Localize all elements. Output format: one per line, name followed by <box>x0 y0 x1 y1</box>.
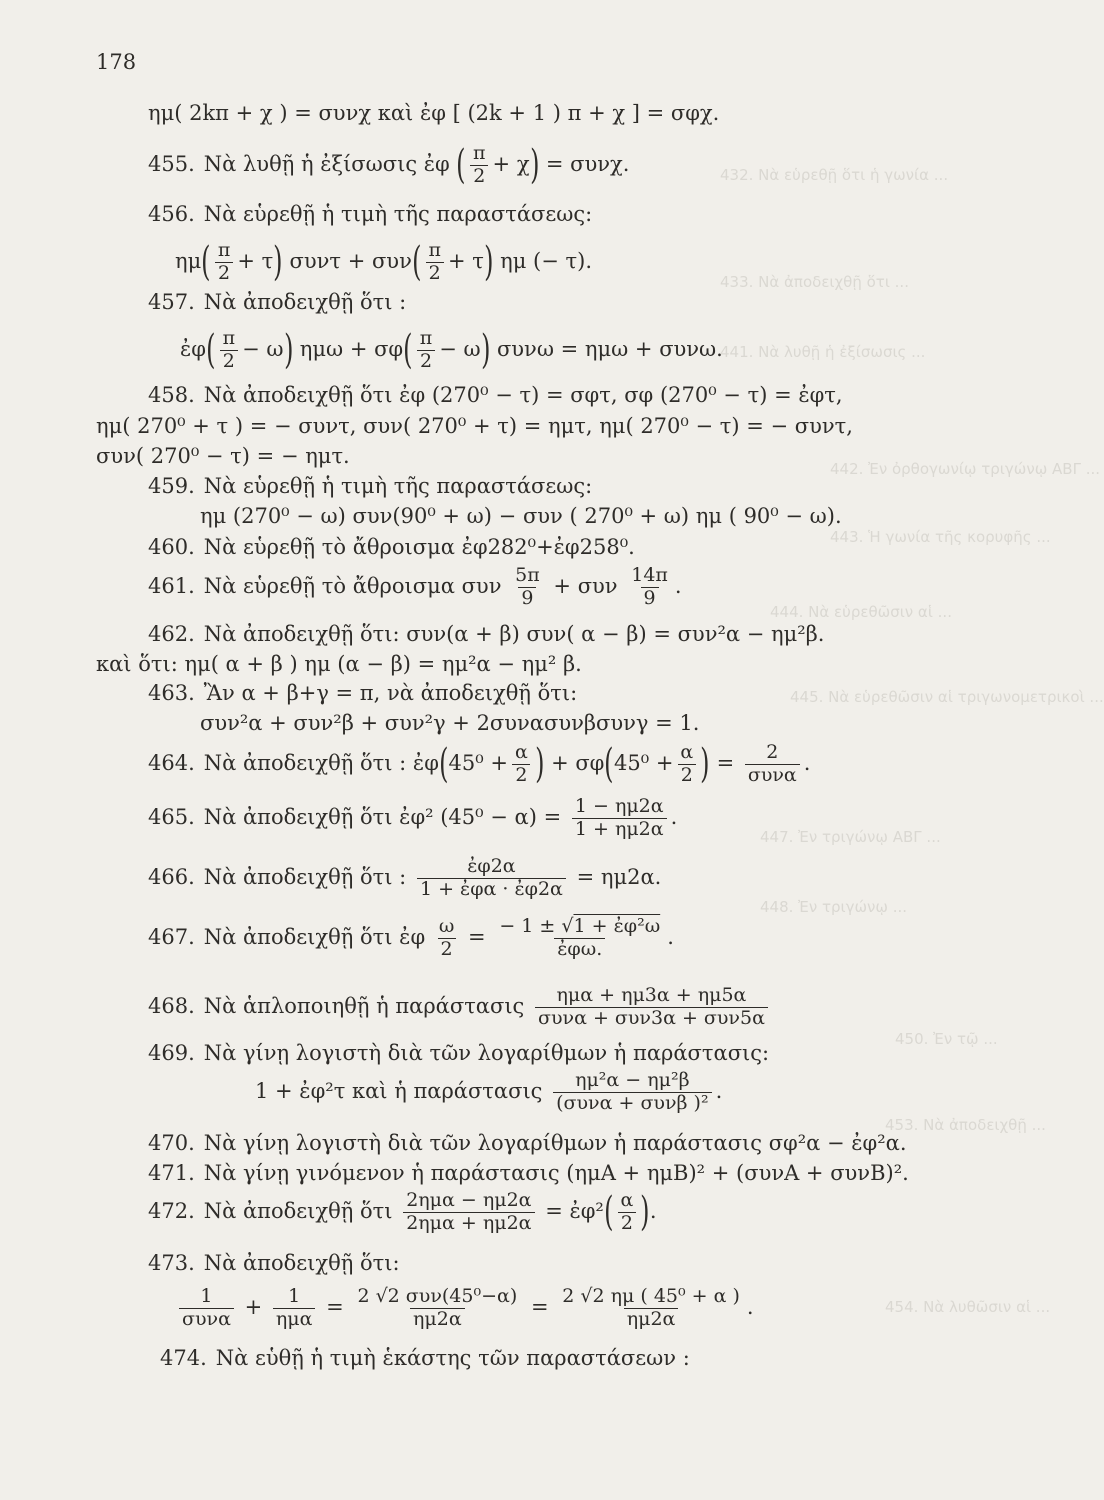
page-number: 178 <box>96 50 137 74</box>
problem-number: 458. <box>148 383 195 407</box>
math-text: = <box>716 750 735 775</box>
problem-text: Νὰ ἀποδειχθῇ ὅτι ἐφ <box>203 924 426 949</box>
math-text: = <box>468 924 486 949</box>
denominator: 2 <box>618 1212 636 1235</box>
problem-455 <box>148 143 629 188</box>
numerator: π <box>222 327 236 349</box>
fraction <box>553 1070 711 1115</box>
paren: ) <box>700 741 710 788</box>
denominator: συνα <box>745 764 800 787</box>
problem-number: 463. <box>148 681 195 705</box>
problem-text: Νὰ γίνῃ γινόμενον ἡ παράστασις (ημΑ + ημΒ)² + (συνΑ + συνΒ)². <box>203 1161 909 1185</box>
problem-text: Νὰ ἁπλοποιηθῇ ἡ παράστασις <box>203 993 525 1018</box>
fraction <box>535 985 768 1030</box>
denominator: συνα + συν3α + συν5α <box>535 1007 768 1030</box>
paren: ( <box>403 327 413 374</box>
math-text: . <box>670 804 678 829</box>
problem-number: 460. <box>148 535 195 559</box>
numerator: 2 √2 ημ ( 45⁰ + α ) <box>562 1285 740 1307</box>
paren: ) <box>483 239 494 286</box>
denominator: 9 <box>641 587 659 610</box>
numerator: 5π <box>515 564 540 586</box>
problem-459 <box>148 476 592 497</box>
math-text: = ἐφ² <box>545 1198 604 1223</box>
problem-457 <box>148 292 406 313</box>
paren: ) <box>529 142 540 189</box>
bleed-through-text: 447. Ἐν τριγώνῳ ΑΒΓ ... <box>760 828 941 846</box>
denominator: ημα <box>273 1308 316 1331</box>
problem-number: 464. <box>148 750 195 775</box>
numerator: 1 <box>200 1285 213 1307</box>
math-text: . <box>674 573 682 598</box>
denominator: ημ2α <box>410 1308 465 1331</box>
math-text: − ω <box>242 336 284 361</box>
problem-text: Νὰ εὑρεθῇ τὸ ἄθροισμα ἐφ282⁰+ἐφ258⁰. <box>203 535 635 559</box>
fraction <box>220 328 239 373</box>
paren: ( <box>456 142 466 189</box>
denominator: 2ημα + ημ2α <box>403 1212 534 1235</box>
denominator: 2 <box>512 764 530 787</box>
fraction <box>417 856 566 901</box>
problem-471 <box>148 1163 909 1184</box>
problem-text: Νὰ ἀποδειχθῇ ὅτι ἐφ (270⁰ − τ) = σφτ, σφ (270⁰ − τ) = ἐφτ, <box>203 383 843 407</box>
problem-number: 467. <box>148 924 195 949</box>
problem-text: Νὰ ἀποδειχθῇ ὅτι: <box>203 1251 400 1275</box>
problem-462 <box>148 624 824 645</box>
math-text: − 1 ± √ <box>499 915 574 937</box>
problem-456 <box>148 204 592 225</box>
problem-474 <box>160 1348 690 1369</box>
problem-text: Νὰ εὑρεθῇ ἡ τιμὴ τῆς παραστάσεως: <box>203 202 593 226</box>
problem-text: Νὰ εὑρεθῇ ἡ τιμὴ τῆς παραστάσεως: <box>203 474 593 498</box>
fraction <box>470 143 489 188</box>
math-text: = ημ2α. <box>576 864 662 889</box>
fraction <box>425 240 444 285</box>
math-text: συντ + συν <box>289 248 412 273</box>
problem-number: 471. <box>148 1161 195 1185</box>
problem-470 <box>148 1133 907 1154</box>
paren: ( <box>411 239 422 286</box>
problem-463 <box>148 683 577 704</box>
fraction <box>572 796 667 841</box>
problem-number: 466. <box>148 864 195 889</box>
problem-number: 456. <box>148 202 195 226</box>
equation-459 <box>200 506 842 527</box>
fraction <box>436 916 458 961</box>
problem-text: Ἂν α + β+γ = π, νὰ ἀποδειχθῇ ὅτι: <box>203 681 578 705</box>
numerator: α <box>680 741 694 763</box>
problem-text: Νὰ ἀποδειχθῇ ὅτι ἐφ² (45⁰ − α) = <box>203 804 562 829</box>
math-line <box>96 446 350 467</box>
fraction <box>745 742 800 787</box>
problem-text: Νὰ εὑθῇ ἡ τιμὴ ἑκάστης τῶν παραστάσεων : <box>215 1346 690 1370</box>
denominator: 2 <box>220 350 238 373</box>
bleed-through-text: 454. Νὰ λυθῶσιν αἱ ... <box>885 1298 1051 1316</box>
bleed-through-text: 443. Ἡ γωνία τῆς κορυφῆς ... <box>830 528 1051 546</box>
denominator: 2 <box>417 350 435 373</box>
denominator: 2 <box>678 764 696 787</box>
problem-468 <box>148 985 772 1030</box>
problem-473 <box>148 1253 400 1274</box>
math-text: + συν <box>553 573 618 598</box>
problem-text: Νὰ ἀποδειχθῇ ὅτι : ἐφ <box>203 750 439 775</box>
paren: ( <box>201 239 211 286</box>
numerator: ω <box>438 915 455 937</box>
problem-number: 455. <box>148 151 195 176</box>
math-text: συνω = ημω + συνω. <box>496 336 723 361</box>
problem-text: Νὰ λυθῇ ἡ ἐξίσωσις ἐφ <box>203 151 450 176</box>
math-text: 1 + ἐφ²τ καὶ ἡ παράστασις <box>255 1078 543 1103</box>
math-text: + τ <box>447 248 484 273</box>
math-text: . <box>649 1198 657 1223</box>
problem-465 <box>148 796 677 841</box>
denominator: συνα <box>179 1308 234 1331</box>
numerator: 1 − ημ2α <box>574 795 664 817</box>
problem-number: 457. <box>148 290 195 314</box>
bleed-through-text: 442. Ἐν ὀρθογωνίῳ τριγώνῳ ΑΒΓ ... <box>830 460 1101 478</box>
problem-number: 468. <box>148 993 195 1018</box>
denominator: 9 <box>518 587 536 610</box>
numerator: π <box>428 239 441 261</box>
denominator: (συνα + συνβ )² <box>553 1092 711 1115</box>
problem-458 <box>148 385 843 406</box>
denominator: 2 <box>438 938 456 961</box>
problem-461 <box>148 565 682 610</box>
math-text: = <box>530 1294 549 1319</box>
problem-text: Νὰ ἀποδειχθῇ ὅτι : <box>203 290 407 314</box>
denominator: ημ2α <box>624 1308 679 1331</box>
numerator <box>496 916 663 938</box>
math-text: + χ <box>492 151 530 176</box>
equation-463 <box>200 713 699 734</box>
equation-457 <box>180 328 723 373</box>
math-text: 45⁰ + <box>448 750 508 775</box>
radicand: 1 + ἐφ²ω <box>573 915 661 937</box>
equation-469 <box>255 1070 722 1115</box>
numerator: 2 <box>766 741 779 763</box>
fraction <box>677 742 696 787</box>
math-text: ημ( 2kπ + χ ) = συνχ καὶ ἐφ [ (2k + 1 ) π + χ ] = σφχ. <box>148 101 720 125</box>
problem-number: 469. <box>148 1041 195 1065</box>
numerator: ημα + ημ3α + ημ5α <box>556 984 747 1006</box>
bleed-through-text: 445. Νὰ εὑρεθῶσιν αἱ τριγωνομετρικοὶ ... <box>790 688 1104 706</box>
fraction <box>215 240 234 285</box>
math-text: καὶ ὅτι: ημ( α + β ) ημ (α − β) = ημ²α − ημ² β. <box>96 652 582 676</box>
math-text: 45⁰ + <box>614 750 674 775</box>
denominator: 1 + ημ2α <box>572 818 667 841</box>
fraction <box>617 1190 636 1235</box>
fraction <box>417 328 436 373</box>
math-text: ημ (− τ). <box>500 248 592 273</box>
fraction <box>512 742 531 787</box>
math-text: − ω <box>439 336 481 361</box>
denominator: ἐφω. <box>554 938 605 961</box>
bleed-through-text: 433. Νὰ ἀποδειχθῇ ὅτι ... <box>720 273 909 291</box>
math-line <box>96 654 582 675</box>
math-text: . <box>715 1078 723 1103</box>
numerator: π <box>217 239 231 261</box>
math-text: ημ <box>175 248 202 273</box>
fraction <box>496 916 663 961</box>
problem-text: Νὰ ἀποδειχθῇ ὅτι : <box>203 864 407 889</box>
problem-number: 472. <box>148 1198 195 1223</box>
equation-456 <box>175 240 592 285</box>
math-text: . <box>746 1294 754 1319</box>
paren: ) <box>534 741 545 788</box>
denominator: 2 <box>426 262 444 285</box>
math-text: . <box>667 924 674 949</box>
denominator: 1 + ἐφα · ἐφ2α <box>417 878 566 901</box>
problem-number: 461. <box>148 573 195 598</box>
bleed-through-text: 432. Νὰ εὑρεθῇ ὅτι ἡ γωνία ... <box>720 166 949 184</box>
equation-473 <box>175 1286 754 1331</box>
problem-472 <box>148 1190 657 1235</box>
problem-number: 473. <box>148 1251 195 1275</box>
math-text: + σφ <box>551 750 605 775</box>
numerator: π <box>419 327 433 349</box>
numerator: α <box>514 741 528 763</box>
math-text: + <box>244 1294 263 1319</box>
paren: ) <box>273 239 283 286</box>
paren: ) <box>480 327 491 374</box>
math-text: ημ( 270⁰ + τ ) = − συντ, συν( 270⁰ + τ) = ημτ, ημ( 270⁰ − τ) = − συντ, <box>96 414 853 438</box>
paren: ( <box>439 741 449 788</box>
fraction <box>403 1190 534 1235</box>
math-text: συν²α + συν²β + συν²γ + 2συνασυνβσυνγ = 1. <box>200 711 700 735</box>
numerator: π <box>473 142 486 164</box>
problem-number: 470. <box>148 1131 195 1155</box>
math-text: = συνχ. <box>545 151 630 176</box>
paren: ( <box>603 1189 614 1236</box>
bleed-through-text: 450. Ἐν τῷ ... <box>895 1030 998 1048</box>
paren: ( <box>604 741 614 788</box>
problem-number: 465. <box>148 804 195 829</box>
problem-number: 462. <box>148 622 195 646</box>
math-text: + τ <box>237 248 274 273</box>
fraction <box>179 1286 234 1331</box>
numerator: 1 <box>288 1285 301 1307</box>
paren: ) <box>283 327 293 374</box>
problem-469 <box>148 1043 769 1064</box>
fraction <box>559 1286 743 1331</box>
paren: ) <box>640 1189 650 1236</box>
bleed-through-text: 453. Νὰ ἀποδειχθῇ ... <box>885 1116 1046 1134</box>
problem-466 <box>148 856 661 901</box>
problem-number: 474. <box>160 1346 207 1370</box>
paren: ( <box>206 327 216 374</box>
numerator: 14π <box>631 564 668 586</box>
fraction <box>512 565 543 610</box>
math-line <box>148 103 719 124</box>
math-line <box>96 416 853 437</box>
math-text: ἐφ <box>180 336 206 361</box>
fraction <box>354 1286 520 1331</box>
problem-text: Νὰ γίνῃ λογιστὴ διὰ τῶν λογαρίθμων ἡ παράστασις: <box>203 1041 770 1065</box>
problem-460 <box>148 537 635 558</box>
math-text: . <box>803 750 811 775</box>
problem-number: 459. <box>148 474 195 498</box>
bleed-through-text: 448. Ἐν τριγώνῳ ... <box>760 898 908 916</box>
problem-text: Νὰ γίνῃ λογιστὴ διὰ τῶν λογαρίθμων ἡ παράστασις σφ²α − ἐφ²α. <box>203 1131 907 1155</box>
numerator: 2ημα − ημ2α <box>406 1189 532 1211</box>
math-text: = <box>326 1294 344 1319</box>
fraction <box>273 1286 316 1331</box>
bleed-through-text: 444. Νὰ εὑρεθῶσιν αἱ ... <box>770 603 952 621</box>
math-text: συν( 270⁰ − τ) = − ημτ. <box>96 444 350 468</box>
problem-464 <box>148 742 810 787</box>
denominator: 2 <box>215 262 233 285</box>
problem-text: Νὰ εὑρεθῇ τὸ ἄθροισμα συν <box>203 573 502 598</box>
numerator: α <box>620 1189 634 1211</box>
problem-text: Νὰ ἀποδειχθῇ ὅτι: συν(α + β) συν( α − β) = συν²α − ημ²β. <box>203 622 825 646</box>
bleed-through-text: 441. Νὰ λυθῇ ἡ ἐξίσωσις ... <box>720 343 926 361</box>
numerator: ημ²α − ημ²β <box>575 1069 690 1091</box>
problem-text: Νὰ ἀποδειχθῇ ὅτι <box>203 1198 393 1223</box>
numerator: ἐφ2α <box>467 855 516 877</box>
math-text: ημω + σφ <box>299 336 404 361</box>
fraction <box>628 565 671 610</box>
denominator: 2 <box>470 165 488 188</box>
math-text: ημ (270⁰ − ω) συν(90⁰ + ω) − συν ( 270⁰ + ω) ημ ( 90⁰ − ω). <box>200 504 842 528</box>
problem-467 <box>148 916 674 961</box>
numerator: 2 √2 συν(45⁰−α) <box>357 1285 518 1307</box>
